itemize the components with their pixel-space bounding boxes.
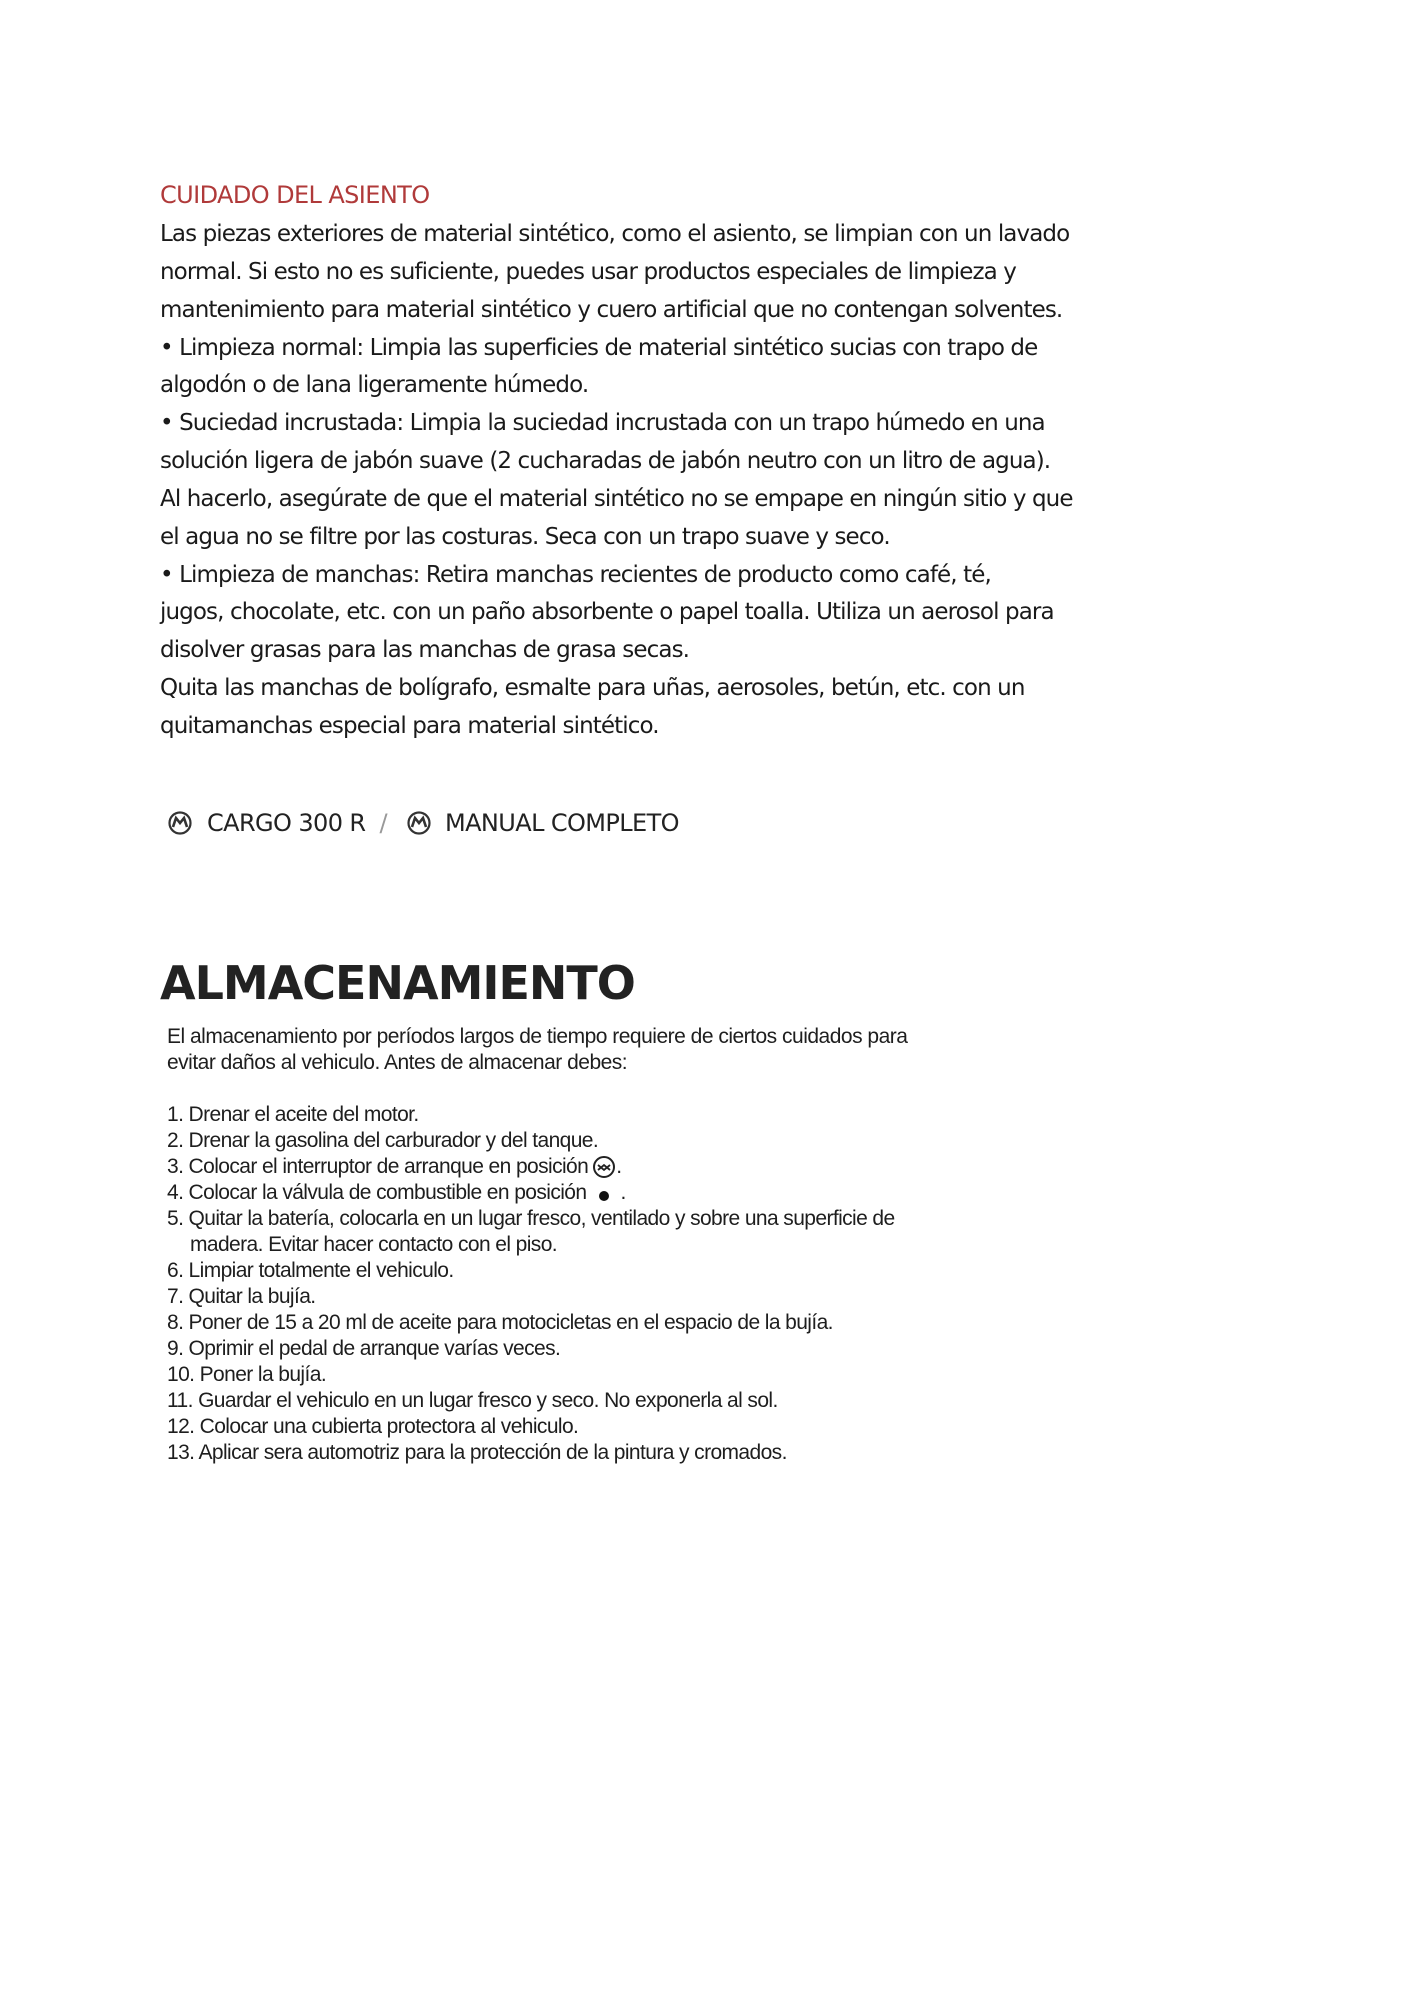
brand-logo-icon (167, 810, 193, 836)
breadcrumb-label: MANUAL COMPLETO (445, 809, 679, 837)
body-line: mantenimiento para material sintético y cuero artificial que no contengan solventes. (160, 297, 1063, 323)
list-item (167, 1441, 787, 1465)
list-item (167, 1155, 621, 1179)
body-line: disolver grasas para las manchas de grasa secas. (160, 637, 690, 663)
step-text: 1. Drenar el aceite del motor. (167, 1103, 419, 1126)
step-text: 12. Colocar una cubierta protectora al vehiculo. (167, 1415, 579, 1438)
list-item (167, 1129, 598, 1153)
body-line: el agua no se filtre por las costuras. Seca con un trapo suave y seco. (160, 524, 890, 550)
storage-intro-line: El almacenamiento por períodos largos de tiempo requiere de ciertos cuidados para (167, 1025, 908, 1048)
step-text: 7. Quitar la bujía. (167, 1285, 316, 1308)
body-line: solución ligera de jabón suave (2 cucharadas de jabón neutro con un litro de agua). (160, 448, 1051, 474)
period: . (620, 1181, 626, 1204)
body-line: algodón o de lana ligeramente húmedo. (160, 372, 589, 398)
body-line: Las piezas exteriores de material sintético, como el asiento, se limpian con un lavado (160, 221, 1070, 247)
body-line: • Suciedad incrustada: Limpia la suciedad incrustada con un trapo húmedo en una (160, 410, 1045, 436)
step-text: 9. Oprimir el pedal de arranque varías veces. (167, 1337, 561, 1360)
step-text: 5. Quitar la batería, colocarla en un lugar fresco, ventilado y sobre una superficie de (167, 1207, 895, 1230)
breadcrumb-item-cargo[interactable] (167, 808, 387, 838)
list-item (167, 1103, 419, 1127)
step-text: 4. Colocar la válvula de combustible en posición (167, 1181, 587, 1204)
step-text: madera. Evitar hacer contacto con el piso. (190, 1233, 558, 1256)
body-line: jugos, chocolate, etc. con un paño absorbente o papel toalla. Utiliza un aerosol para (160, 599, 1054, 625)
body-line: Quita las manchas de bolígrafo, esmalte para uñas, aerosoles, betún, etc. con un (160, 675, 1025, 701)
list-item-continuation (190, 1233, 557, 1257)
period: . (616, 1155, 622, 1178)
list-item (167, 1311, 833, 1335)
step-text: 2. Drenar la gasolina del carburador y del tanque. (167, 1129, 599, 1152)
body-line: Al hacerlo, asegúrate de que el material sintético no se empape en ningún sitio y que (160, 486, 1073, 512)
list-item (167, 1363, 326, 1387)
body-line: • Limpieza normal: Limpia las superficies de material sintético sucias con trapo de (160, 335, 1038, 361)
breadcrumb-label: CARGO 300 R (207, 809, 366, 837)
storage-intro-line: evitar daños al vehiculo. Antes de almacenar debes: (167, 1051, 628, 1074)
breadcrumb-item-manual[interactable] (406, 808, 679, 838)
section-heading-storage: ALMACENAMIENTO (160, 956, 635, 1010)
step-text: 3. Colocar el interruptor de arranque en posición (167, 1155, 589, 1178)
ignition-off-icon (592, 1155, 616, 1179)
list-item (167, 1181, 626, 1205)
breadcrumb-separator: / (379, 809, 387, 837)
body-line: quitamanchas especial para material sintético. (160, 713, 659, 739)
brand-logo-icon (406, 810, 432, 836)
list-item (167, 1285, 316, 1309)
body-line: normal. Si esto no es suficiente, puedes usar productos especiales de limpieza y (160, 259, 1016, 285)
list-item (167, 1259, 454, 1283)
list-item (167, 1415, 578, 1439)
step-text: 10. Poner la bujía. (167, 1363, 327, 1386)
fuel-off-dot-icon (594, 1183, 614, 1203)
list-item (167, 1207, 895, 1231)
body-line: • Limpieza de manchas: Retira manchas recientes de producto como café, té, (160, 562, 991, 588)
step-text: 13. Aplicar sera automotriz para la protección de la pintura y cromados. (167, 1441, 787, 1464)
step-text: 8. Poner de 15 a 20 ml de aceite para motocicletas en el espacio de la bujía. (167, 1311, 833, 1334)
list-item (167, 1389, 778, 1413)
step-text: 6. Limpiar totalmente el vehiculo. (167, 1259, 454, 1282)
list-item (167, 1337, 560, 1361)
section-heading-seat-care: CUIDADO DEL ASIENTO (160, 181, 430, 209)
step-text: 11. Guardar el vehiculo en un lugar fresco y seco. No exponerla al sol. (167, 1389, 778, 1412)
